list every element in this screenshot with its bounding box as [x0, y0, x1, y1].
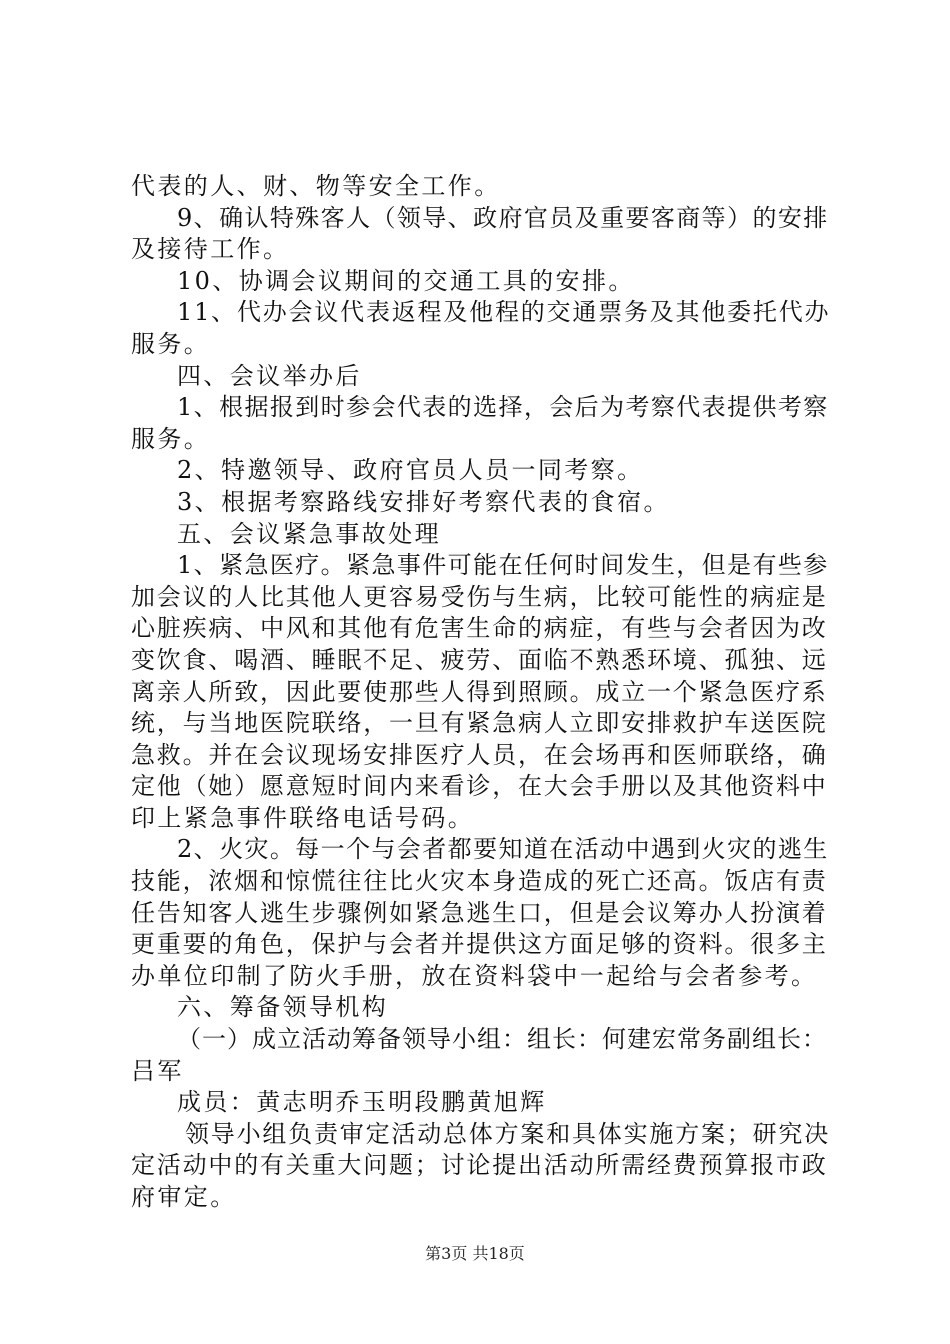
text-line: 变饮食、喝酒、睡眠不足、疲劳、面临不熟悉环境、孤独、远: [131, 645, 828, 674]
text-line: 1、紧急医疗。紧急事件可能在任何时间发生，但是有些参: [177, 551, 829, 580]
text-line: 心脏疾病、中风和其他有危害生命的病症，有些与会者因为改: [131, 614, 828, 643]
text-line: 吕军: [131, 1056, 184, 1085]
text-line: 府审定。: [131, 1183, 237, 1211]
text-line: 2、特邀领导、政府官员人员一同考察。: [177, 456, 644, 485]
text-line: 3、根据考察路线安排好考察代表的食宿。: [177, 487, 670, 516]
text-line: 9、确认特殊客人（领导、政府官员及重要客商等）的安排: [177, 203, 829, 232]
text-line: 代表的人、财、物等安全工作。: [131, 172, 501, 200]
text-line: （一）成立活动筹备领导小组：组长：何建宏常务副组长：: [177, 1025, 827, 1054]
text-line: 五、会议紧急事故处理: [177, 519, 441, 548]
text-line: 服务。: [131, 424, 211, 453]
text-line: 离亲人所致，因此要使那些人得到照顾。成立一个紧急医疗系: [131, 677, 828, 706]
text-line: 任告知客人逃生步骤例如紧急逃生口，但是会议筹办人扮演着: [131, 898, 828, 927]
text-line: 及接待工作。: [131, 235, 290, 264]
text-line: 办单位印制了防火手册，放在资料袋中一起给与会者参考。: [131, 961, 818, 990]
text-line: 统，与当地医院联络，一旦有紧急病人立即安排救护车送医院: [131, 709, 828, 738]
page-footer: 第3页 共18页: [425, 1244, 525, 1263]
text-line: 领导小组负责审定活动总体方案和具体实施方案；研究决: [185, 1119, 830, 1148]
text-line: 定活动中的有关重大问题；讨论提出活动所需经费预算报市政: [131, 1151, 828, 1180]
text-line: 定他（她）愿意短时间内来看诊，在大会手册以及其他资料中: [131, 772, 828, 801]
text-line: 加会议的人比其他人更容易受伤与生病，比较可能性的病症是: [131, 582, 828, 611]
text-line: 2、火灾。每一个与会者都要知道在活动中遇到火灾的逃生: [177, 835, 829, 864]
text-line: 四、会议举办后: [177, 361, 362, 390]
text-line: 印上紧急事件联络电话号码。: [131, 803, 475, 832]
document-body: [131, 171, 831, 1214]
text-line: 服务。: [131, 329, 211, 358]
text-line: 更重要的角色，保护与会者并提供这方面足够的资料。很多主: [131, 930, 828, 959]
text-line: 六、筹备领导机构: [177, 993, 389, 1022]
text-line: 成员：黄志明乔玉明段鹏黄旭辉: [177, 1088, 547, 1117]
text-line: 11、代办会议代表返程及他程的交通票务及其他委托代办: [177, 298, 831, 327]
text-line: 10、协调会议期间的交通工具的安排。: [177, 266, 635, 295]
text-line: 1、根据报到时参会代表的选择，会后为考察代表提供考察: [177, 393, 829, 422]
text-line: 急救。并在会议现场安排医疗人员，在会场再和医师联络，确: [131, 740, 828, 769]
text-line: 技能，浓烟和惊慌往往比火灾本身造成的死亡还高。饭店有责: [131, 867, 828, 896]
